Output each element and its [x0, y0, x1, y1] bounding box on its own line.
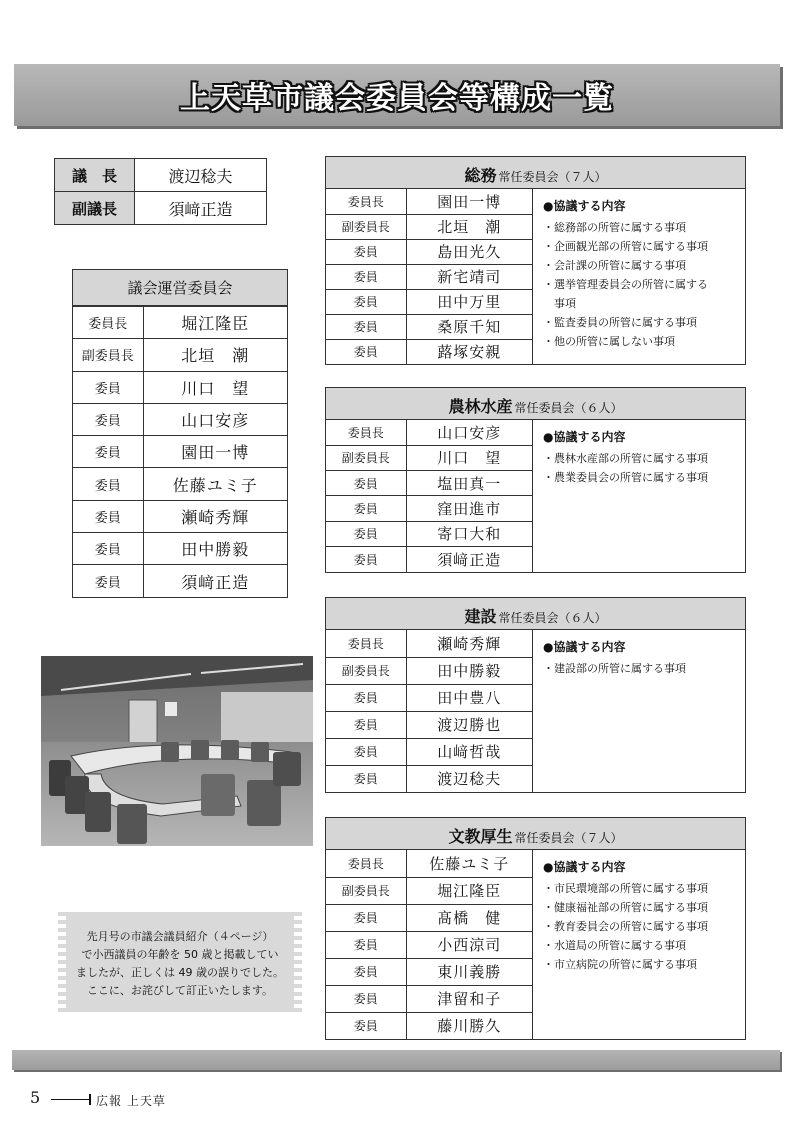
table-row [326, 1012, 532, 1039]
member-role: 委員 [326, 904, 406, 931]
table-row [326, 985, 532, 1012]
committee-title [326, 598, 745, 630]
table-row [326, 958, 532, 985]
committee-duties [533, 420, 745, 572]
member-role: 委員 [326, 471, 406, 496]
member-name: 須﨑正造 [437, 550, 502, 569]
committee-suffix: 常任委員会（７人） [514, 831, 623, 845]
member-role: 委員 [326, 958, 406, 985]
table-row [326, 420, 532, 445]
committee-duties [533, 850, 745, 1039]
member-role: 委員 [73, 468, 143, 500]
table-row [73, 307, 287, 339]
speaker-name: 渡辺稔夫 [135, 159, 267, 192]
member-name: 髙橋 健 [406, 904, 532, 931]
page-number: 5 [30, 1088, 41, 1107]
member-role: 副委員長 [326, 877, 406, 904]
member-name: 川口 望 [143, 371, 287, 403]
duty-item: ・農林水産部の所管に属する事項 [543, 452, 708, 465]
member-role: 委員 [326, 314, 406, 339]
member-name: 堀江隆臣 [406, 877, 532, 904]
committee-name: 農林水産 [448, 397, 513, 416]
member-role: 委員 [326, 684, 406, 711]
member-role: 委員 [326, 339, 406, 364]
table-row [326, 189, 532, 214]
table-row [73, 403, 287, 435]
committee-name: 文教厚生 [448, 827, 513, 846]
member-name: 寄口大和 [406, 521, 532, 546]
committee-member-table [326, 420, 532, 572]
member-role: 委員長 [326, 420, 406, 445]
member-name: 窪田進市 [406, 496, 532, 521]
member-name: 蕗塚安親 [437, 343, 502, 362]
member-role: 委員 [326, 546, 406, 571]
member-role: 委員 [73, 371, 143, 403]
member-name: 小西涼司 [406, 931, 532, 958]
committee-title [326, 388, 745, 420]
duties-heading: ●協議する内容 [543, 199, 626, 213]
member-name: 新宅靖司 [406, 264, 532, 289]
member-name: 堀江隆臣 [143, 307, 287, 339]
committee-member-table [326, 189, 532, 364]
table-row [326, 339, 532, 364]
member-name: 東川義勝 [406, 958, 532, 985]
duty-item: ・総務部の所管に属する事項 [543, 221, 686, 234]
member-role: 委員長 [326, 189, 406, 214]
duties-heading: ●協議する内容 [543, 640, 626, 654]
table-row [326, 521, 532, 546]
member-name: 北垣 潮 [406, 214, 532, 239]
member-role: 委員 [73, 533, 143, 565]
table-row [326, 239, 532, 264]
member-role: 委員 [326, 521, 406, 546]
table-row [326, 496, 532, 521]
member-name: 渡辺稔夫 [437, 770, 502, 789]
member-name: 田中万里 [406, 289, 532, 314]
committee-member-table [326, 630, 532, 792]
duty-item: ・市立病院の所管に属する事項 [543, 958, 697, 971]
member-name: 藤川勝久 [437, 1017, 502, 1036]
table-row [326, 684, 532, 711]
duty-item: ・市民環境部の所管に属する事項 [543, 882, 708, 895]
member-name: 塩田真一 [406, 471, 532, 496]
table-row [73, 339, 287, 371]
table-row [326, 931, 532, 958]
committee-suffix: 常任委員会（６人） [514, 401, 623, 415]
table-row [326, 738, 532, 765]
committee-suffix: 常任委員会（７人） [498, 170, 607, 184]
table-row [73, 371, 287, 403]
table-row [326, 289, 532, 314]
page-title: 上天草市議会委員会等構成一覧 [180, 81, 614, 116]
table-row [326, 471, 532, 496]
member-role: 委員 [326, 239, 406, 264]
committee-duties [533, 189, 745, 364]
member-role: 副委員長 [326, 657, 406, 684]
table-row [326, 546, 532, 571]
duty-item: ・他の所管に属しない事項 [543, 335, 675, 348]
notice-line: で小西議員の年齢を 50 歳と掲載してい [81, 948, 279, 961]
duty-item: ・健康福祉部の所管に属する事項 [543, 901, 708, 914]
committee-member-table [326, 850, 532, 1039]
vice-speaker-name: 須﨑正造 [135, 192, 267, 225]
table-row [326, 264, 532, 289]
member-name: 川口 望 [406, 445, 532, 470]
member-name: 瀬崎秀輝 [406, 630, 532, 657]
member-role: 委員 [326, 264, 406, 289]
table-row [326, 850, 532, 877]
duty-item: ・教育委員会の所管に属する事項 [543, 920, 708, 933]
member-name: 瀬崎秀輝 [143, 500, 287, 532]
table-row [73, 436, 287, 468]
table-row [326, 630, 532, 657]
duties-heading: ●協議する内容 [543, 860, 626, 874]
committee-education-welfare [325, 817, 746, 1040]
table-row [326, 657, 532, 684]
speaker-table [54, 158, 267, 225]
table-row [73, 533, 287, 565]
member-role: 委員長 [73, 307, 143, 339]
member-name: 山口安彦 [406, 420, 532, 445]
member-name: 田中勝毅 [143, 533, 287, 565]
member-role: 副委員長 [326, 214, 406, 239]
notice-line: ここに、お詫びして訂正いたします。 [86, 984, 274, 997]
title-banner [14, 64, 780, 126]
table-row [326, 877, 532, 904]
member-name: 園田一博 [143, 436, 287, 468]
committee-title [326, 157, 745, 189]
member-name: 須﨑正造 [143, 565, 287, 597]
committee-general-affairs [325, 156, 746, 365]
member-role: 副委員長 [73, 339, 143, 371]
member-name: 島田光久 [406, 239, 532, 264]
table-row [55, 192, 267, 225]
member-role: 副委員長 [326, 445, 406, 470]
member-name: 佐藤ユミ子 [406, 850, 532, 877]
member-role: 委員 [326, 931, 406, 958]
member-name: 園田一博 [406, 189, 532, 214]
duty-item: 事項 [543, 297, 576, 310]
member-role: 委員 [326, 496, 406, 521]
member-role: 委員 [326, 1012, 406, 1039]
duty-item: ・農業委員会の所管に属する事項 [543, 471, 708, 484]
member-name: 田中豊八 [406, 684, 532, 711]
member-role: 委員 [326, 765, 406, 792]
table-row [326, 711, 532, 738]
speaker-role: 議 長 [55, 159, 135, 192]
member-role: 委員 [73, 500, 143, 532]
member-role: 委員長 [326, 630, 406, 657]
duty-item: ・建設部の所管に属する事項 [543, 662, 686, 675]
committee-suffix: 常任委員会（６人） [498, 611, 607, 625]
notice-line: 先月号の市議会議員紹介（４ページ） [86, 930, 274, 943]
member-name: 山口安彦 [143, 403, 287, 435]
footer-bar [12, 1050, 780, 1070]
committee-name: 総務 [464, 166, 497, 185]
member-role: 委員長 [326, 850, 406, 877]
steering-committee-title: 議会運営委員会 [73, 270, 287, 306]
table-row [73, 565, 287, 597]
duty-item: ・選挙管理委員会の所管に属する [543, 278, 708, 291]
steering-committee-table [73, 306, 287, 597]
duty-item: ・企画観光部の所管に属する事項 [543, 240, 708, 253]
correction-notice [66, 912, 294, 1012]
member-name: 桑原千知 [406, 314, 532, 339]
member-name: 山﨑哲哉 [406, 738, 532, 765]
table-row [326, 765, 532, 792]
table-row [326, 904, 532, 931]
member-name: 津留和子 [406, 985, 532, 1012]
duty-item: ・会計課の所管に属する事項 [543, 259, 686, 272]
member-name: 北垣 潮 [143, 339, 287, 371]
notice-line: ましたが、正しくは 49 歳の誤りでした。 [76, 966, 284, 979]
vice-speaker-role: 副議長 [55, 192, 135, 225]
member-role: 委員 [73, 565, 143, 597]
table-row [73, 500, 287, 532]
steering-committee [72, 269, 288, 598]
committee-name: 建設 [464, 607, 497, 626]
table-row [326, 314, 532, 339]
member-role: 委員 [326, 711, 406, 738]
page-number-rule [51, 1099, 91, 1100]
council-room-photo [41, 656, 313, 846]
member-name: 田中勝毅 [406, 657, 532, 684]
table-row [326, 214, 532, 239]
committee-title [326, 818, 745, 850]
member-name: 渡辺勝也 [406, 711, 532, 738]
committee-construction [325, 597, 746, 793]
duties-heading: ●協議する内容 [543, 430, 626, 444]
member-role: 委員 [73, 403, 143, 435]
table-row [55, 159, 267, 192]
member-role: 委員 [73, 436, 143, 468]
publication-name: 広報 上天草 [96, 1094, 166, 1108]
member-role: 委員 [326, 985, 406, 1012]
duty-item: ・監査委員の所管に属する事項 [543, 316, 697, 329]
table-row [326, 445, 532, 470]
committee-agriculture-fisheries [325, 387, 746, 573]
member-role: 委員 [326, 289, 406, 314]
duty-item: ・水道局の所管に属する事項 [543, 939, 686, 952]
member-name: 佐藤ユミ子 [143, 468, 287, 500]
table-row [73, 468, 287, 500]
committee-duties [533, 630, 745, 792]
member-role: 委員 [326, 738, 406, 765]
